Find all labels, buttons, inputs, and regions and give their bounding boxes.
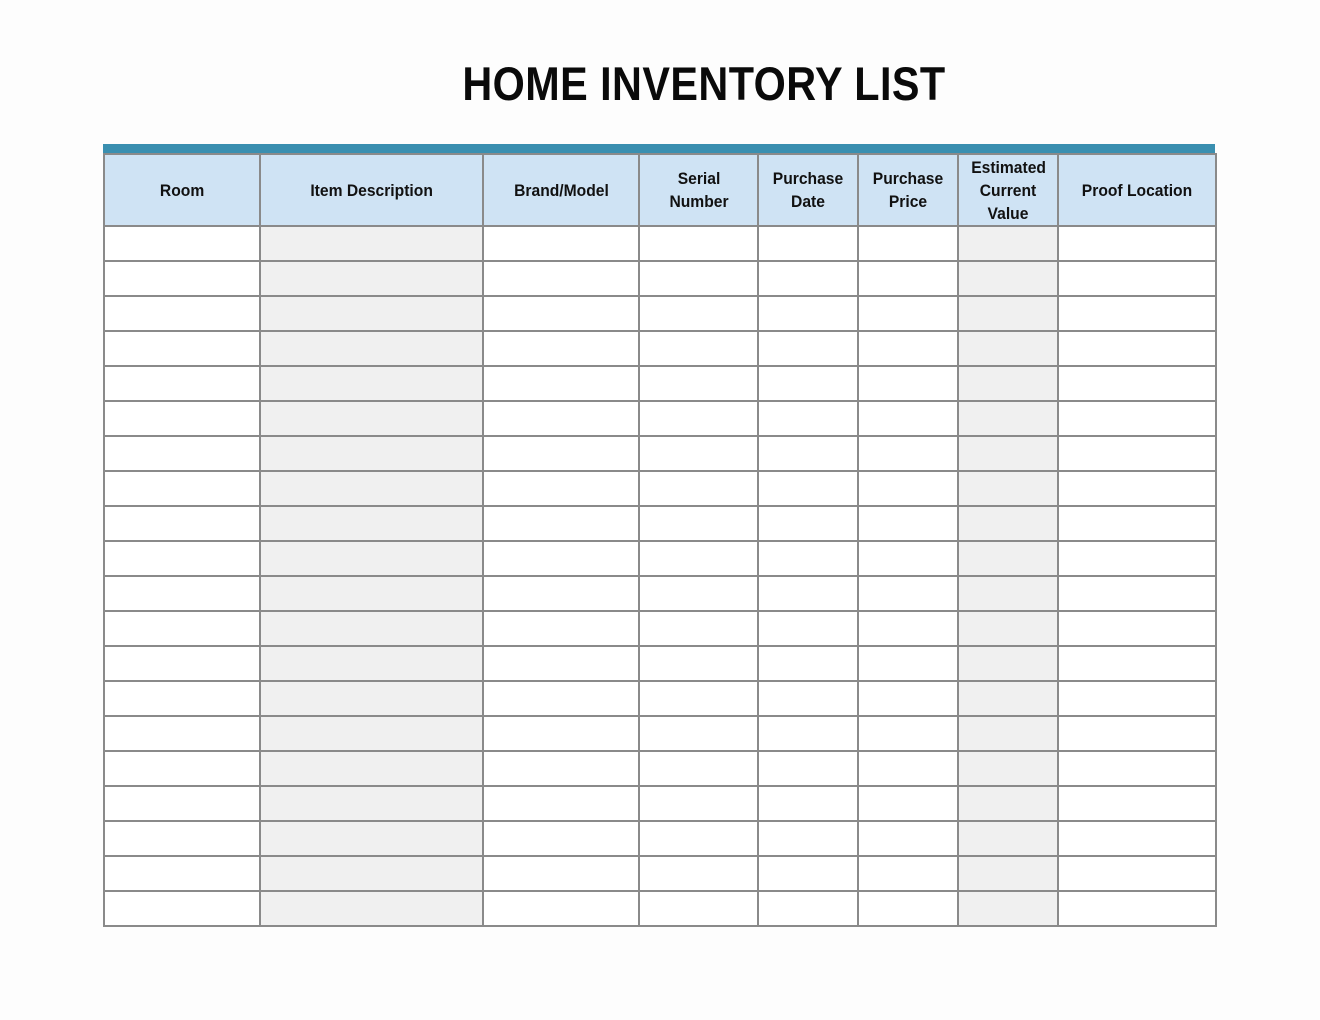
table-cell[interactable] [483, 366, 639, 401]
table-cell[interactable] [483, 471, 639, 506]
table-cell[interactable] [858, 261, 958, 296]
table-cell[interactable] [104, 611, 260, 646]
table-cell[interactable] [483, 541, 639, 576]
table-cell[interactable] [758, 401, 858, 436]
table-cell[interactable] [1058, 436, 1216, 471]
table-cell[interactable] [260, 891, 483, 926]
table-cell[interactable] [260, 821, 483, 856]
table-cell[interactable] [260, 296, 483, 331]
table-cell[interactable] [260, 401, 483, 436]
table-cell[interactable] [639, 226, 758, 261]
column-header-item-description [260, 154, 483, 226]
table-cell[interactable] [858, 296, 958, 331]
column-header-purchase-price [858, 154, 958, 226]
table-header [104, 154, 1216, 226]
table-cell[interactable] [1058, 751, 1216, 786]
table-cell[interactable] [958, 226, 1058, 261]
table-cell[interactable] [260, 331, 483, 366]
table-cell[interactable] [483, 226, 639, 261]
column-header-label: Room [159, 180, 205, 200]
table-cell[interactable] [958, 261, 1058, 296]
table-cell[interactable] [958, 401, 1058, 436]
table-cell[interactable] [483, 506, 639, 541]
table-cell[interactable] [958, 681, 1058, 716]
table-cell[interactable] [639, 506, 758, 541]
table-cell[interactable] [858, 681, 958, 716]
column-header-label: Item Description [310, 180, 433, 200]
table-cell[interactable] [858, 506, 958, 541]
table-cell[interactable] [758, 611, 858, 646]
table-cell[interactable] [858, 856, 958, 891]
table-row [104, 646, 1216, 681]
page-title: HOME INVENTORY LIST [462, 57, 946, 110]
table-cell[interactable] [1058, 681, 1216, 716]
table-cell[interactable] [758, 646, 858, 681]
column-header-label: Purchase Date [772, 169, 844, 211]
table-cell[interactable] [858, 821, 958, 856]
table-cell[interactable] [1058, 786, 1216, 821]
column-header-label: Proof Location [1081, 180, 1193, 200]
table-cell[interactable] [260, 681, 483, 716]
table-cell[interactable] [260, 541, 483, 576]
column-header-label: Brand/Model [513, 180, 609, 200]
table-cell[interactable] [639, 401, 758, 436]
table-cell[interactable] [639, 891, 758, 926]
table-cell[interactable] [758, 856, 858, 891]
table-cell[interactable] [104, 506, 260, 541]
table-cell[interactable] [1058, 646, 1216, 681]
table-cell[interactable] [1058, 541, 1216, 576]
table-cell[interactable] [758, 576, 858, 611]
table-cell[interactable] [1058, 611, 1216, 646]
table-cell[interactable] [958, 646, 1058, 681]
table-cell[interactable] [104, 856, 260, 891]
table-cell[interactable] [958, 436, 1058, 471]
table-cell[interactable] [958, 821, 1058, 856]
table-cell[interactable] [104, 471, 260, 506]
table-row [104, 751, 1216, 786]
table-cell[interactable] [639, 646, 758, 681]
table-cell[interactable] [639, 471, 758, 506]
column-header-estimated-current-value [958, 154, 1058, 226]
inventory-table-container [103, 144, 1215, 927]
table-cell[interactable] [260, 366, 483, 401]
table-cell[interactable] [758, 261, 858, 296]
table-cell[interactable] [260, 646, 483, 681]
table-cell[interactable] [260, 436, 483, 471]
table-cell[interactable] [758, 541, 858, 576]
table-cell[interactable] [483, 891, 639, 926]
table-row [104, 506, 1216, 541]
table-cell[interactable] [958, 541, 1058, 576]
table-row [104, 576, 1216, 611]
table-cell[interactable] [958, 471, 1058, 506]
table-cell[interactable] [260, 716, 483, 751]
table-cell[interactable] [483, 751, 639, 786]
table-cell[interactable] [1058, 261, 1216, 296]
table-row [104, 436, 1216, 471]
table-row [104, 821, 1216, 856]
table-cell[interactable] [1058, 366, 1216, 401]
table-cell[interactable] [483, 821, 639, 856]
table-cell[interactable] [483, 296, 639, 331]
table-cell[interactable] [958, 296, 1058, 331]
column-header-label: Serial Number [668, 169, 729, 211]
table-cell[interactable] [639, 541, 758, 576]
table-cell[interactable] [758, 506, 858, 541]
table-cell[interactable] [858, 436, 958, 471]
table-cell[interactable] [758, 891, 858, 926]
table-cell[interactable] [104, 436, 260, 471]
table-cell[interactable] [260, 576, 483, 611]
table-cell[interactable] [639, 821, 758, 856]
table-cell[interactable] [1058, 506, 1216, 541]
table-cell[interactable] [104, 891, 260, 926]
table-body [104, 226, 1216, 926]
table-cell[interactable] [260, 471, 483, 506]
column-header-proof-location [1058, 154, 1216, 226]
table-cell[interactable] [104, 786, 260, 821]
table-cell[interactable] [958, 576, 1058, 611]
table-cell[interactable] [260, 751, 483, 786]
table-cell[interactable] [758, 821, 858, 856]
table-cell[interactable] [260, 226, 483, 261]
table-cell[interactable] [639, 576, 758, 611]
table-cell[interactable] [958, 366, 1058, 401]
table-cell[interactable] [858, 891, 958, 926]
table-cell[interactable] [483, 331, 639, 366]
table-cell[interactable] [483, 436, 639, 471]
table-cell[interactable] [1058, 576, 1216, 611]
table-cell[interactable] [758, 366, 858, 401]
table-cell[interactable] [1058, 226, 1216, 261]
table-cell[interactable] [958, 786, 1058, 821]
table-cell[interactable] [1058, 471, 1216, 506]
table-row [104, 366, 1216, 401]
table-cell[interactable] [758, 331, 858, 366]
table-cell[interactable] [858, 541, 958, 576]
table-row [104, 716, 1216, 751]
table-row [104, 786, 1216, 821]
table-cell[interactable] [639, 751, 758, 786]
table-cell[interactable] [858, 786, 958, 821]
table-cell[interactable] [958, 856, 1058, 891]
table-cell[interactable] [758, 751, 858, 786]
table-cell[interactable] [958, 611, 1058, 646]
table-cell[interactable] [483, 716, 639, 751]
table-cell[interactable] [104, 296, 260, 331]
table-cell[interactable] [1058, 296, 1216, 331]
table-row [104, 681, 1216, 716]
table-cell[interactable] [260, 611, 483, 646]
table-cell[interactable] [104, 646, 260, 681]
table-cell[interactable] [958, 891, 1058, 926]
table-cell[interactable] [1058, 331, 1216, 366]
table-cell[interactable] [104, 331, 260, 366]
table-cell[interactable] [958, 506, 1058, 541]
table-cell[interactable] [958, 716, 1058, 751]
table-cell[interactable] [483, 576, 639, 611]
table-cell[interactable] [483, 786, 639, 821]
column-header-label: Estimated Current Value [971, 157, 1046, 223]
table-row [104, 856, 1216, 891]
table-row [104, 226, 1216, 261]
table-cell[interactable] [104, 541, 260, 576]
table-row [104, 401, 1216, 436]
column-header-serial-number [639, 154, 758, 226]
table-cell[interactable] [758, 786, 858, 821]
table-cell[interactable] [758, 716, 858, 751]
table-cell[interactable] [104, 681, 260, 716]
table-cell[interactable] [639, 331, 758, 366]
table-cell[interactable] [639, 436, 758, 471]
table-cell[interactable] [104, 821, 260, 856]
table-cell[interactable] [104, 261, 260, 296]
column-header-brand-model [483, 154, 639, 226]
table-cell[interactable] [758, 471, 858, 506]
table-cell[interactable] [1058, 891, 1216, 926]
table-cell[interactable] [758, 296, 858, 331]
table-cell[interactable] [639, 261, 758, 296]
table-cell[interactable] [483, 401, 639, 436]
table-cell[interactable] [1058, 856, 1216, 891]
table-cell[interactable] [858, 751, 958, 786]
table-cell[interactable] [483, 646, 639, 681]
table-cell[interactable] [958, 751, 1058, 786]
table-cell[interactable] [483, 856, 639, 891]
table-cell[interactable] [858, 646, 958, 681]
table-cell[interactable] [858, 331, 958, 366]
table-cell[interactable] [483, 681, 639, 716]
table-cell[interactable] [858, 366, 958, 401]
table-cell[interactable] [858, 611, 958, 646]
table-cell[interactable] [104, 401, 260, 436]
column-header-label: Purchase Price [872, 169, 944, 211]
table-cell[interactable] [1058, 716, 1216, 751]
column-header-purchase-date [758, 154, 858, 226]
table-cell[interactable] [639, 681, 758, 716]
table-cell[interactable] [858, 716, 958, 751]
table-cell[interactable] [483, 611, 639, 646]
table-row [104, 331, 1216, 366]
table-cell[interactable] [260, 786, 483, 821]
table-cell[interactable] [758, 226, 858, 261]
table-cell[interactable] [858, 226, 958, 261]
table-cell[interactable] [1058, 401, 1216, 436]
table-row [104, 296, 1216, 331]
table-row [104, 541, 1216, 576]
table-cell[interactable] [958, 331, 1058, 366]
table-cell[interactable] [260, 261, 483, 296]
table-cell[interactable] [858, 401, 958, 436]
table-cell[interactable] [104, 751, 260, 786]
table-row [104, 611, 1216, 646]
table-cell[interactable] [639, 786, 758, 821]
table-cell[interactable] [758, 436, 858, 471]
header-row [104, 154, 1216, 226]
table-cell[interactable] [639, 856, 758, 891]
table-cell[interactable] [758, 681, 858, 716]
table-cell[interactable] [104, 366, 260, 401]
table-cell[interactable] [1058, 821, 1216, 856]
column-header-room [104, 154, 260, 226]
table-cell[interactable] [639, 296, 758, 331]
inventory-table [103, 153, 1217, 927]
table-cell[interactable] [639, 611, 758, 646]
table-cell[interactable] [483, 261, 639, 296]
table-cell[interactable] [104, 716, 260, 751]
table-cell[interactable] [858, 576, 958, 611]
table-cell[interactable] [858, 471, 958, 506]
table-row [104, 891, 1216, 926]
table-cell[interactable] [639, 716, 758, 751]
table-accent-bar [103, 144, 1215, 153]
table-row [104, 261, 1216, 296]
table-cell[interactable] [104, 576, 260, 611]
table-row [104, 471, 1216, 506]
table-cell[interactable] [260, 506, 483, 541]
table-cell[interactable] [260, 856, 483, 891]
table-cell[interactable] [104, 226, 260, 261]
table-cell[interactable] [639, 366, 758, 401]
